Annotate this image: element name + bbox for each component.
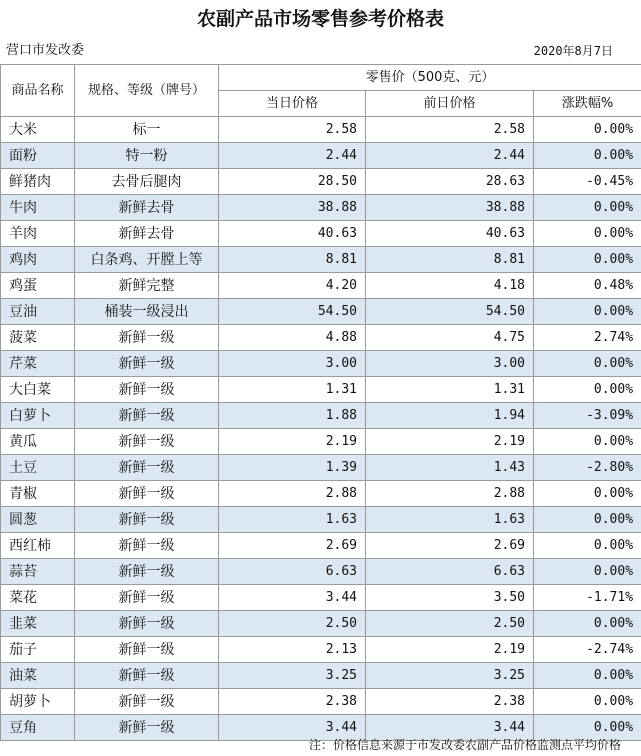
cell-spec: 新鲜一级 [75,585,219,611]
cell-change-pct: 0.00% [534,195,641,221]
cell-product-name: 面粉 [1,143,75,169]
cell-product-name: 圆葱 [1,507,75,533]
cell-spec: 新鲜一级 [75,611,219,637]
cell-prev-price: 1.63 [366,507,534,533]
page-title: 农副产品市场零售参考价格表 [196,8,444,30]
cell-prev-price: 1.94 [366,403,534,429]
cell-change-pct: 0.00% [534,429,641,455]
cell-today-price: 2.58 [219,117,366,143]
cell-spec: 新鲜一级 [75,559,219,585]
cell-product-name: 芹菜 [1,351,75,377]
cell-today-price: 2.19 [219,429,366,455]
cell-spec: 新鲜一级 [75,403,219,429]
cell-change-pct: 0.00% [534,663,641,689]
cell-prev-price: 1.43 [366,455,534,481]
cell-prev-price: 3.00 [366,351,534,377]
table-row [1,663,641,689]
cell-product-name: 韭菜 [1,611,75,637]
cell-spec: 新鲜一级 [75,637,219,663]
cell-prev-price: 40.63 [366,221,534,247]
cell-product-name: 茄子 [1,637,75,663]
table-row [1,637,641,663]
cell-prev-price: 3.44 [366,715,534,741]
cell-today-price: 40.63 [219,221,366,247]
header-spec: 规格、等级（牌号） [75,65,219,117]
price-table [0,64,641,741]
cell-prev-price: 8.81 [366,247,534,273]
cell-change-pct: 0.00% [534,507,641,533]
table-row [1,533,641,559]
cell-spec: 新鲜一级 [75,429,219,455]
table-row [1,611,641,637]
cell-today-price: 6.63 [219,559,366,585]
cell-prev-price: 1.31 [366,377,534,403]
table-row [1,325,641,351]
cell-spec: 新鲜一级 [75,533,219,559]
header-name: 商品名称 [1,65,75,117]
cell-today-price: 1.31 [219,377,366,403]
cell-change-pct: 0.00% [534,533,641,559]
cell-product-name: 蒜苔 [1,559,75,585]
cell-prev-price: 2.50 [366,611,534,637]
table-row [1,299,641,325]
cell-prev-price: 54.50 [366,299,534,325]
cell-change-pct: 0.00% [534,351,641,377]
cell-spec: 新鲜一级 [75,663,219,689]
cell-change-pct: 0.00% [534,299,641,325]
cell-prev-price: 38.88 [366,195,534,221]
header-today-price: 当日价格 [219,91,366,117]
cell-today-price: 1.39 [219,455,366,481]
table-row [1,455,641,481]
cell-today-price: 2.13 [219,637,366,663]
table-row [1,221,641,247]
cell-prev-price: 2.44 [366,143,534,169]
cell-today-price: 54.50 [219,299,366,325]
cell-today-price: 1.88 [219,403,366,429]
cell-product-name: 豆角 [1,715,75,741]
cell-change-pct: 0.00% [534,221,641,247]
cell-today-price: 2.69 [219,533,366,559]
table-row [1,247,641,273]
cell-spec: 新鲜一级 [75,351,219,377]
cell-change-pct: 0.00% [534,247,641,273]
cell-change-pct: 0.00% [534,611,641,637]
cell-prev-price: 2.19 [366,637,534,663]
table-row [1,169,641,195]
table-row [1,403,641,429]
cell-prev-price: 28.63 [366,169,534,195]
cell-today-price: 2.88 [219,481,366,507]
table-row [1,585,641,611]
cell-product-name: 豆油 [1,299,75,325]
cell-spec: 新鲜完整 [75,273,219,299]
cell-today-price: 2.44 [219,143,366,169]
table-row [1,689,641,715]
cell-prev-price: 6.63 [366,559,534,585]
cell-product-name: 菠菜 [1,325,75,351]
table-row [1,273,641,299]
cell-prev-price: 4.75 [366,325,534,351]
cell-change-pct: 2.74% [534,325,641,351]
cell-product-name: 菜花 [1,585,75,611]
table-row [1,481,641,507]
cell-product-name: 西红柿 [1,533,75,559]
cell-today-price: 1.63 [219,507,366,533]
cell-product-name: 鲜猪肉 [1,169,75,195]
table-row [1,195,641,221]
table-row [1,377,641,403]
cell-change-pct: -2.80% [534,455,641,481]
cell-product-name: 牛肉 [1,195,75,221]
cell-spec: 白条鸡、开膛上等 [75,247,219,273]
table-row [1,559,641,585]
cell-today-price: 4.20 [219,273,366,299]
header-change: 涨跌幅% [534,91,641,117]
cell-prev-price: 2.38 [366,689,534,715]
table-row [1,507,641,533]
cell-spec: 新鲜去骨 [75,221,219,247]
cell-product-name: 鸡肉 [1,247,75,273]
cell-prev-price: 2.88 [366,481,534,507]
cell-prev-price: 3.25 [366,663,534,689]
cell-change-pct: 0.48% [534,273,641,299]
cell-today-price: 3.44 [219,585,366,611]
table-row [1,117,641,143]
cell-spec: 标一 [75,117,219,143]
cell-change-pct: 0.00% [534,377,641,403]
cell-spec: 新鲜一级 [75,507,219,533]
cell-spec: 去骨后腿肉 [75,169,219,195]
cell-prev-price: 2.69 [366,533,534,559]
cell-change-pct: 0.00% [534,117,641,143]
cell-change-pct: -1.71% [534,585,641,611]
cell-spec: 新鲜一级 [75,325,219,351]
cell-product-name: 土豆 [1,455,75,481]
cell-prev-price: 3.50 [366,585,534,611]
cell-spec: 新鲜去骨 [75,195,219,221]
table-row [1,143,641,169]
cell-change-pct: 0.00% [534,715,641,741]
cell-product-name: 羊肉 [1,221,75,247]
cell-spec: 新鲜一级 [75,715,219,741]
cell-spec: 新鲜一级 [75,455,219,481]
cell-spec: 桶装一级浸出 [75,299,219,325]
table-body [1,117,641,741]
cell-today-price: 8.81 [219,247,366,273]
cell-product-name: 油菜 [1,663,75,689]
cell-change-pct: 0.00% [534,689,641,715]
cell-prev-price: 2.58 [366,117,534,143]
cell-spec: 新鲜一级 [75,377,219,403]
cell-change-pct: 0.00% [534,143,641,169]
cell-product-name: 青椒 [1,481,75,507]
cell-today-price: 3.44 [219,715,366,741]
cell-product-name: 鸡蛋 [1,273,75,299]
header-prev-price: 前日价格 [366,91,534,117]
cell-today-price: 2.38 [219,689,366,715]
cell-product-name: 胡萝卜 [1,689,75,715]
cell-today-price: 4.88 [219,325,366,351]
cell-product-name: 大白菜 [1,377,75,403]
source-org: 营口市发改委 [6,43,85,58]
table-row [1,429,641,455]
table-row [1,351,641,377]
cell-spec: 新鲜一级 [75,481,219,507]
cell-today-price: 3.25 [219,663,366,689]
cell-today-price: 3.00 [219,351,366,377]
cell-change-pct: -3.09% [534,403,641,429]
cell-today-price: 2.50 [219,611,366,637]
cell-spec: 特一粉 [75,143,219,169]
cell-today-price: 38.88 [219,195,366,221]
cell-change-pct: 0.00% [534,559,641,585]
cell-prev-price: 2.19 [366,429,534,455]
cell-product-name: 白萝卜 [1,403,75,429]
footnote: 注：价格信息来源于市发改委农副产品价格监测点平均价格 [308,738,621,752]
cell-today-price: 28.50 [219,169,366,195]
cell-change-pct: 0.00% [534,481,641,507]
header-retail-price-group: 零售价（500克、元） [219,65,641,91]
cell-product-name: 黄瓜 [1,429,75,455]
cell-change-pct: -2.74% [534,637,641,663]
cell-product-name: 大米 [1,117,75,143]
cell-change-pct: -0.45% [534,169,641,195]
cell-spec: 新鲜一级 [75,689,219,715]
cell-prev-price: 4.18 [366,273,534,299]
report-date: 2020年8月7日 [533,44,613,58]
